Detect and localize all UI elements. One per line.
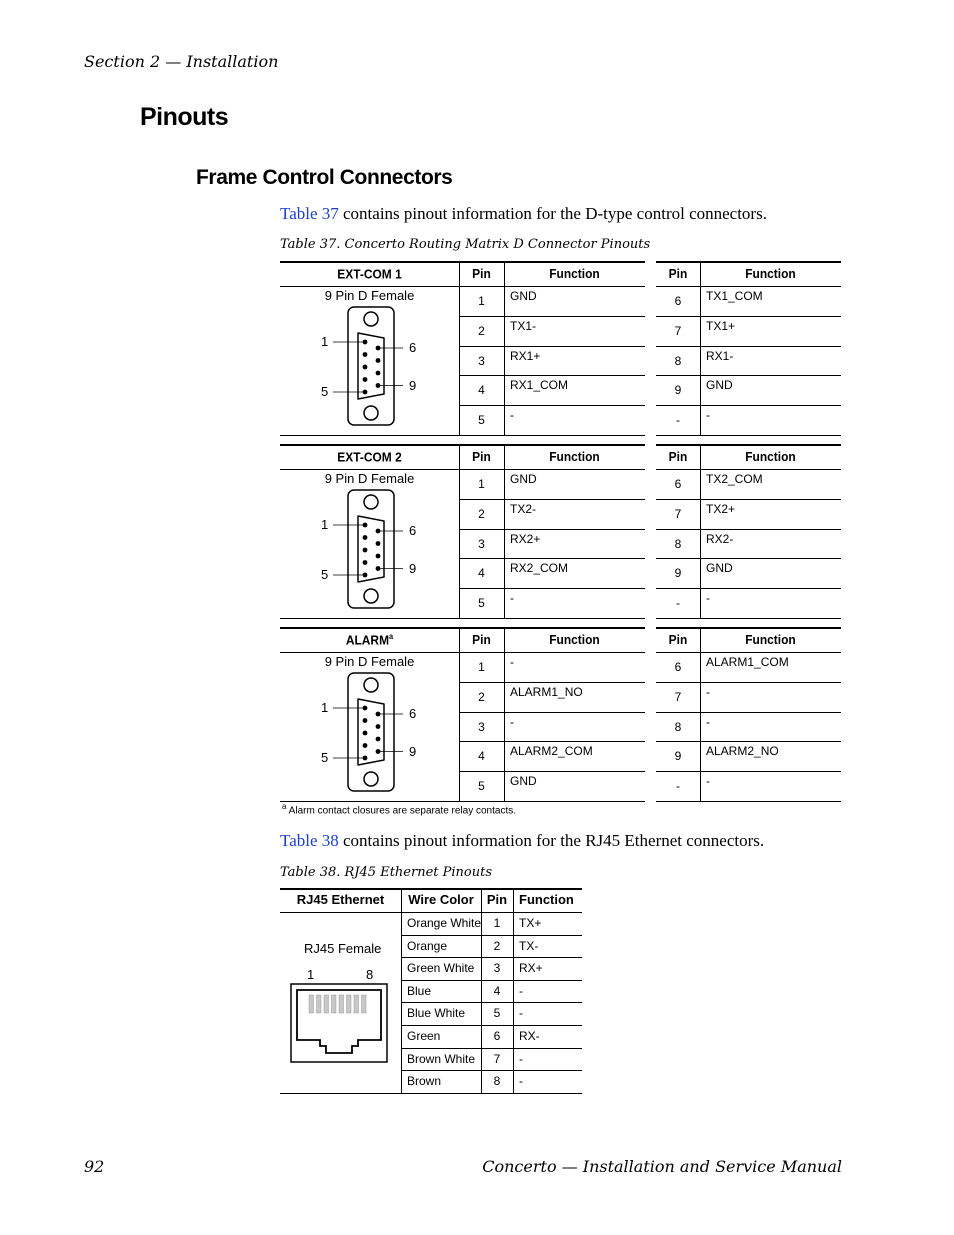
row-rule xyxy=(656,771,841,772)
pin-function: TX1_COM xyxy=(706,289,763,303)
table-footnote xyxy=(282,802,516,816)
wire-color: Brown White xyxy=(407,1051,476,1066)
mounting-hole xyxy=(364,678,378,692)
pin-number: 4 xyxy=(493,983,501,998)
column-divider xyxy=(504,446,505,618)
pin-number: 7 xyxy=(674,323,682,338)
table-38-link[interactable]: Table 38 xyxy=(280,831,339,850)
connector-name: ALARM xyxy=(345,632,390,648)
table-bottom-rule xyxy=(280,618,645,619)
table-top-rule xyxy=(280,888,582,890)
d-shell xyxy=(358,516,384,582)
pin-function: - xyxy=(519,983,523,998)
pin-dot xyxy=(376,737,381,742)
pin-number: 4 xyxy=(478,383,485,398)
db9-connector-icon xyxy=(311,666,431,796)
table-top-rule xyxy=(656,261,841,263)
rj45-type-label: RJ45 Female xyxy=(304,941,382,956)
function-column-header: Function xyxy=(745,266,796,281)
function-column-header: Function xyxy=(745,632,796,647)
paragraph-text: contains pinout information for the D-type control connectors. xyxy=(338,204,767,223)
header-rule xyxy=(656,469,841,470)
row-rule xyxy=(401,935,582,936)
pin-number: 6 xyxy=(493,1029,501,1043)
pin-function: - xyxy=(706,714,710,729)
pin-number: - xyxy=(676,779,680,794)
row-rule xyxy=(459,558,645,559)
pin-function: GND xyxy=(510,289,537,303)
pin-function: - xyxy=(510,714,514,729)
pin-number: 6 xyxy=(674,477,682,491)
page-number: 92 xyxy=(84,1157,105,1176)
contact-pin xyxy=(332,995,337,1013)
pin-number: 1 xyxy=(478,294,485,308)
row-rule xyxy=(459,499,645,500)
pin-function: ALARM1_COM xyxy=(706,655,789,669)
row-rule xyxy=(656,712,841,713)
pin-function: RX2+ xyxy=(510,531,541,546)
pin-label-1: 1 xyxy=(321,334,329,349)
pin-label-6: 6 xyxy=(409,340,417,355)
pin-number: 1 xyxy=(493,916,501,930)
pin-number: 2 xyxy=(478,323,485,338)
pin-function: TX2+ xyxy=(706,501,736,516)
pin-function: TX2_COM xyxy=(706,472,763,486)
pin-function: TX2- xyxy=(510,501,537,516)
pin-label-6: 6 xyxy=(409,523,417,538)
table-bottom-rule xyxy=(280,1093,582,1094)
pin-number: 8 xyxy=(674,719,682,734)
contact-pin xyxy=(317,995,322,1013)
pin-dot xyxy=(376,554,381,559)
row-rule xyxy=(459,771,645,772)
pin-function: RX2- xyxy=(706,531,734,546)
pin-function: - xyxy=(706,591,710,606)
footnote-ref: a xyxy=(389,632,394,641)
contact-pin xyxy=(339,995,344,1013)
pin-function: GND xyxy=(706,378,733,393)
pin-dot xyxy=(363,560,368,565)
connector-type-label: 9 Pin D Female xyxy=(324,288,415,303)
db9-connector-icon xyxy=(311,483,431,613)
row-rule xyxy=(656,346,841,347)
pin-function: RX- xyxy=(519,1029,540,1043)
mounting-hole xyxy=(364,589,378,603)
rj45-jack-icon xyxy=(290,983,390,1065)
row-rule xyxy=(656,499,841,500)
pin-number: 8 xyxy=(674,353,682,368)
row-rule xyxy=(401,1048,582,1049)
pin-label-9: 9 xyxy=(409,378,417,393)
row-rule xyxy=(656,558,841,559)
row-rule xyxy=(401,980,582,981)
d-shell xyxy=(358,333,384,399)
column-divider xyxy=(459,446,460,618)
contact-pin xyxy=(324,995,329,1013)
table-bottom-rule xyxy=(280,435,645,436)
function-column-header: Function xyxy=(519,892,574,907)
pin-function: ALARM2_COM xyxy=(510,744,593,759)
row-rule xyxy=(459,529,645,530)
pin-column-header: Pin xyxy=(668,632,688,647)
pin-number: 5 xyxy=(493,1006,501,1021)
header-rule xyxy=(656,652,841,653)
row-rule xyxy=(656,375,841,376)
pin-number: 3 xyxy=(493,961,501,976)
pin-function: - xyxy=(510,408,514,423)
pin-function: RX2_COM xyxy=(510,561,569,576)
header-rule xyxy=(280,469,645,470)
connector-name-header xyxy=(287,266,452,281)
table-bottom-rule xyxy=(656,435,841,436)
section-header: Section 2 — Installation xyxy=(84,52,279,71)
function-column-header: Function xyxy=(745,449,796,464)
column-divider xyxy=(700,629,701,801)
contact-pin xyxy=(309,995,314,1013)
wire-color: Blue xyxy=(407,983,432,998)
row-rule xyxy=(459,741,645,742)
rj45-column-header: RJ45 Ethernet xyxy=(296,892,385,907)
db9-connector-icon xyxy=(311,300,431,430)
pin-number: - xyxy=(676,596,680,611)
pin-number: 3 xyxy=(478,719,485,734)
intro-paragraph-table38 xyxy=(280,831,764,851)
mounting-hole xyxy=(364,406,378,420)
pin-number: 7 xyxy=(674,689,682,704)
pin-function: RX1+ xyxy=(510,348,541,363)
page-title: Pinouts xyxy=(140,103,229,131)
pin-dot xyxy=(376,371,381,376)
table-38-caption: Table 38. RJ45 Ethernet Pinouts xyxy=(280,865,492,880)
pin-function: - xyxy=(519,1006,523,1021)
rj45-pin-label-1: 1 xyxy=(307,967,315,982)
function-column-header: Function xyxy=(549,632,600,647)
pin-number: 4 xyxy=(478,566,485,581)
footer-manual-title: Concerto — Installation and Service Manual xyxy=(482,1157,842,1176)
column-divider xyxy=(513,890,514,1093)
wire-color: Green White xyxy=(407,961,475,976)
pin-dot xyxy=(363,548,368,553)
contact-pin xyxy=(354,995,359,1013)
pin-number: 3 xyxy=(478,353,485,368)
connector-name-header xyxy=(287,449,452,464)
connector-type-label: 9 Pin D Female xyxy=(324,471,415,486)
pin-column-header: Pin xyxy=(472,449,491,464)
pin-function: GND xyxy=(706,561,733,576)
pin-number: 8 xyxy=(493,1074,501,1089)
connector-name: EXT-COM 1 xyxy=(337,266,402,282)
row-rule xyxy=(459,682,645,683)
table-bottom-rule xyxy=(656,801,841,802)
pin-function: - xyxy=(706,684,710,699)
pin-number: 4 xyxy=(478,749,485,764)
pin-number: 7 xyxy=(493,1051,501,1066)
pin-number: 9 xyxy=(674,383,682,398)
column-divider xyxy=(504,263,505,435)
table-top-rule xyxy=(280,627,645,629)
table-top-rule xyxy=(656,627,841,629)
pin-number: 5 xyxy=(478,596,485,611)
table-top-rule xyxy=(280,444,645,446)
row-rule xyxy=(401,1002,582,1003)
table-37-caption: Table 37. Concerto Routing Matrix D Connector Pinouts xyxy=(280,237,651,252)
row-rule xyxy=(656,682,841,683)
header-rule xyxy=(656,286,841,287)
pin-dot xyxy=(363,743,368,748)
d-shell xyxy=(358,699,384,765)
pin-function: RX1- xyxy=(706,348,734,363)
pin-number: 5 xyxy=(478,413,485,428)
column-divider xyxy=(504,629,505,801)
table-37-link[interactable]: Table 37 xyxy=(280,204,339,223)
wire-color: Blue White xyxy=(407,1006,466,1021)
pin-label-9: 9 xyxy=(409,744,417,759)
pin-function: - xyxy=(510,655,514,669)
connector-type-label: 9 Pin D Female xyxy=(324,654,415,669)
row-rule xyxy=(656,316,841,317)
pin-column-header: Pin xyxy=(486,892,508,907)
row-rule xyxy=(459,375,645,376)
pin-number: 1 xyxy=(478,477,485,491)
pin-function: TX1- xyxy=(510,318,537,333)
pin-label-5: 5 xyxy=(321,384,329,399)
wire-color-column-header: Wire Color xyxy=(408,892,474,907)
pin-label-1: 1 xyxy=(321,517,329,532)
function-column-header: Function xyxy=(549,266,600,281)
pin-dot xyxy=(363,535,368,540)
pin-column-header: Pin xyxy=(668,449,688,464)
pin-dot xyxy=(363,377,368,382)
pin-number: - xyxy=(676,413,680,428)
row-rule xyxy=(459,346,645,347)
row-rule xyxy=(459,316,645,317)
pin-number: 9 xyxy=(674,566,682,581)
pin-function: TX+ xyxy=(519,916,542,930)
wire-color: Orange xyxy=(407,938,448,953)
pin-function: - xyxy=(706,774,710,789)
pin-label-5: 5 xyxy=(321,567,329,582)
row-rule xyxy=(401,1070,582,1071)
pin-number: 3 xyxy=(478,536,485,551)
wire-color: Brown xyxy=(407,1074,442,1089)
subsection-title: Frame Control Connectors xyxy=(196,166,453,189)
function-column-header: Function xyxy=(549,449,600,464)
pin-dot xyxy=(363,365,368,370)
pin-label-6: 6 xyxy=(409,706,417,721)
pin-label-9: 9 xyxy=(409,561,417,576)
row-rule xyxy=(401,957,582,958)
pin-number: 8 xyxy=(674,536,682,551)
pin-number: 6 xyxy=(674,660,682,674)
pin-function: TX1+ xyxy=(706,318,736,333)
paragraph-text: contains pinout information for the RJ45 Ethernet connectors. xyxy=(338,831,765,850)
pin-column-header: Pin xyxy=(472,632,491,647)
pin-number: 1 xyxy=(478,660,485,674)
header-rule xyxy=(280,652,645,653)
mounting-hole xyxy=(364,495,378,509)
pin-number: 9 xyxy=(674,749,682,764)
pin-function: GND xyxy=(510,472,537,486)
row-rule xyxy=(459,712,645,713)
column-divider xyxy=(700,446,701,618)
contact-pin xyxy=(362,995,367,1013)
wire-color: Green xyxy=(407,1029,441,1043)
pin-dot xyxy=(363,731,368,736)
rj45-pinout-table xyxy=(280,888,582,1094)
pin-function: ALARM2_NO xyxy=(706,744,779,759)
row-rule xyxy=(459,405,645,406)
pin-function: TX- xyxy=(519,938,539,953)
contact-pin xyxy=(347,995,352,1013)
pin-function: RX1_COM xyxy=(510,378,569,393)
column-divider xyxy=(459,263,460,435)
column-divider xyxy=(700,263,701,435)
pin-column-header: Pin xyxy=(472,266,491,281)
column-divider xyxy=(401,890,402,1093)
header-rule xyxy=(280,286,645,287)
row-rule xyxy=(459,588,645,589)
table-top-rule xyxy=(280,261,645,263)
pin-column-header: Pin xyxy=(668,266,688,281)
row-rule xyxy=(656,529,841,530)
pin-dot xyxy=(376,358,381,363)
pin-function: - xyxy=(510,591,514,606)
row-rule xyxy=(656,741,841,742)
pin-number: 2 xyxy=(478,506,485,521)
connector-name-header xyxy=(287,632,452,647)
pin-label-1: 1 xyxy=(321,700,329,715)
pin-function: - xyxy=(706,408,710,423)
rj45-pin-label-8: 8 xyxy=(366,967,374,982)
pin-number: 2 xyxy=(478,689,485,704)
pin-function: RX+ xyxy=(519,961,543,976)
pin-function: - xyxy=(519,1051,523,1066)
connector-name: EXT-COM 2 xyxy=(337,449,402,465)
mounting-hole xyxy=(364,772,378,786)
pin-function: GND xyxy=(510,774,537,789)
pin-number: 6 xyxy=(674,294,682,308)
header-rule xyxy=(280,912,582,913)
pin-function: - xyxy=(519,1074,523,1089)
wire-color: Orange White xyxy=(407,916,482,930)
row-rule xyxy=(656,405,841,406)
mounting-hole xyxy=(364,312,378,326)
table-bottom-rule xyxy=(656,618,841,619)
intro-paragraph-table37 xyxy=(280,204,767,224)
pin-number: 5 xyxy=(478,779,485,794)
row-rule xyxy=(401,1025,582,1026)
pin-dot xyxy=(363,718,368,723)
footnote-text: Alarm contact closures are separate relay contacts. xyxy=(286,805,517,817)
pin-label-5: 5 xyxy=(321,750,329,765)
table-top-rule xyxy=(656,444,841,446)
pin-dot xyxy=(376,541,381,546)
pin-dot xyxy=(363,352,368,357)
pin-number: 2 xyxy=(493,938,501,953)
row-rule xyxy=(656,588,841,589)
column-divider xyxy=(459,629,460,801)
pin-dot xyxy=(376,724,381,729)
footnote-mark: a xyxy=(282,802,287,811)
pin-function: ALARM1_NO xyxy=(510,684,583,699)
pin-number: 7 xyxy=(674,506,682,521)
